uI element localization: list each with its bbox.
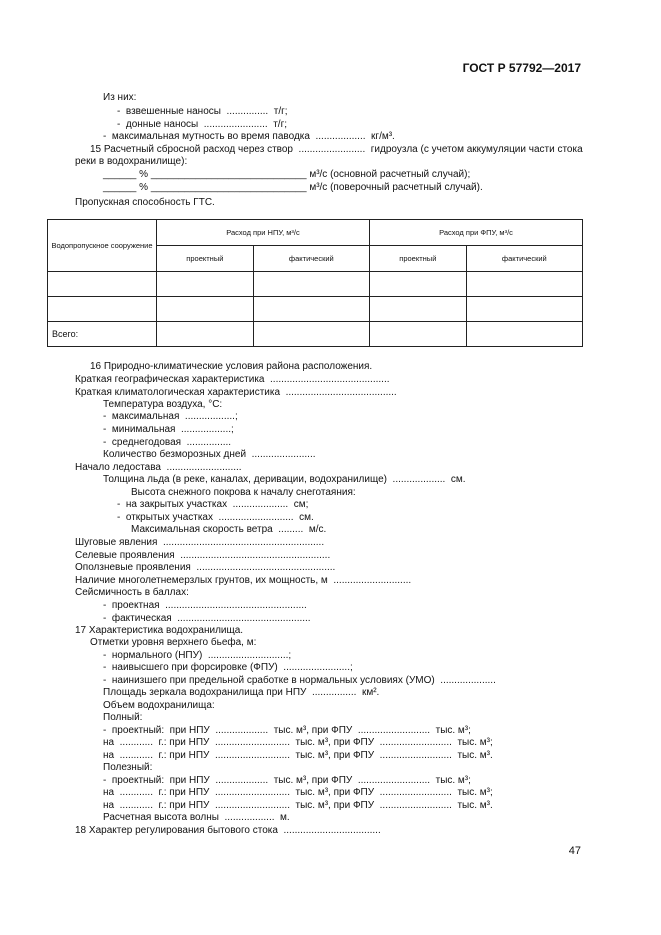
text-line: 18 Характер регулирования бытового стока ................................... — [75, 825, 381, 836]
text-line: ______ % ____________________________ м³/с (поверочный расчетный случай). — [103, 182, 483, 193]
table-subheader: фактический — [253, 246, 369, 272]
table-header-fpu: Расход при ФПУ, м³/с — [369, 220, 582, 246]
text-line: Высота снежного покрова к началу снеготаяния: — [131, 487, 356, 498]
text-line: Максимальная скорость ветра ......... м/с. — [131, 524, 327, 535]
text-line: на ............ г.: при НПУ ........................... тыс. м³, при ФПУ .......................... тыс. м³; — [103, 787, 493, 798]
text-line: - открытых участках ........................... см. — [117, 512, 314, 523]
text-line: - взвешенные наносы ............... т/г; — [117, 106, 288, 117]
text-line: - проектный: при НПУ ................... тыс. м³, при ФПУ .......................... тыс. м³; — [103, 725, 471, 736]
text-line: Краткая климатологическая характеристика ........................................ — [75, 387, 397, 398]
text-line: - максимальная ..................; — [103, 411, 238, 422]
document-code: ГОСТ Р 57792—2017 — [462, 61, 581, 75]
text-line: на ............ г.: при НПУ ........................... тыс. м³, при ФПУ .......................... тыс. м³. — [103, 800, 493, 811]
text-line: Шуговые явления .......................................................... — [75, 537, 325, 548]
text-line: 15 Расчетный сбросной расход через створ ........................ гидроузла (с учетом аккумуляции части стока — [90, 144, 583, 155]
table-subheader: фактический — [466, 246, 582, 272]
text-line: - наивысшего при форсировке (ФПУ) ........................; — [103, 662, 353, 673]
text-line: Селевые проявления ...................................................... — [75, 550, 331, 561]
text-line: Количество безморозных дней ....................... — [103, 449, 316, 460]
text-line: реки в водохранилище): — [75, 156, 188, 167]
text-line: Температура воздуха, °С: — [103, 399, 223, 410]
text-line: - минимальная ..................; — [103, 424, 234, 435]
text-line: Объем водохранилища: — [103, 700, 215, 711]
text-line: - нормального (НПУ) .............................; — [103, 650, 292, 661]
text-line: Толщина льда (в реке, каналах, деривации, водохранилище) ................... см. — [103, 474, 466, 485]
table-subheader: проектный — [369, 246, 466, 272]
text-line: - среднегодовая ................ — [103, 437, 232, 448]
text-line: Из них: — [103, 92, 137, 103]
text-line: на ............ г.: при НПУ ........................... тыс. м³, при ФПУ .......................... тыс. м³. — [103, 750, 493, 761]
table-row — [48, 297, 583, 322]
text-line: - донные наносы ....................... т/г; — [117, 119, 288, 130]
text-line: Краткая географическая характеристика ........................................... — [75, 374, 390, 385]
table-row — [48, 272, 583, 297]
text-line: Отметки уровня верхнего бьефа, м: — [90, 637, 257, 648]
page-number: 47 — [568, 845, 581, 857]
text-line: - наинизшего при предельной сработке в нормальных условиях (УМО) .................... — [103, 675, 496, 686]
table-row-total — [48, 322, 583, 347]
text-line: - проектная ................................................... — [103, 600, 307, 611]
text-line: 16 Природно-климатические условия района расположения. — [90, 361, 373, 372]
table-total-label: Всего: — [48, 322, 157, 347]
table-header-structure: Водопропускное сооружение — [48, 220, 157, 272]
text-line: Сейсмичность в баллах: — [75, 587, 189, 598]
table-subheader: проектный — [157, 246, 254, 272]
text-line: Наличие многолетнемерзлых грунтов, их мощность, м ............................ — [75, 575, 412, 586]
text-line: - максимальная мутность во время паводка .................. кг/м³. — [103, 131, 395, 142]
text-line: на ............ г.: при НПУ ........................... тыс. м³, при ФПУ .......................... тыс. м³; — [103, 737, 493, 748]
text-line: Полезный: — [103, 762, 153, 773]
capacity-table — [47, 219, 583, 347]
text-line: 17 Характеристика водохранилища. — [75, 625, 244, 636]
text-line: ______ % ____________________________ м³/с (основной расчетный случай); — [103, 169, 471, 180]
text-line: Начало ледостава ........................... — [75, 462, 242, 473]
text-line: Площадь зеркала водохранилища при НПУ ................ км². — [103, 687, 380, 698]
text-line: - проектный: при НПУ ................... тыс. м³, при ФПУ .......................... тыс. м³; — [103, 775, 471, 786]
text-line: Расчетная высота волны .................. м. — [103, 812, 290, 823]
text-line: Оползневые проявления .................................................. — [75, 562, 336, 573]
text-line: Пропускная способность ГТС. — [75, 197, 215, 208]
text-line: Полный: — [103, 712, 143, 723]
text-line: - на закрытых участках .................... см; — [117, 499, 309, 510]
text-line: - фактическая ................................................ — [103, 613, 311, 624]
table-header-npu: Расход при НПУ, м³/с — [157, 220, 370, 246]
